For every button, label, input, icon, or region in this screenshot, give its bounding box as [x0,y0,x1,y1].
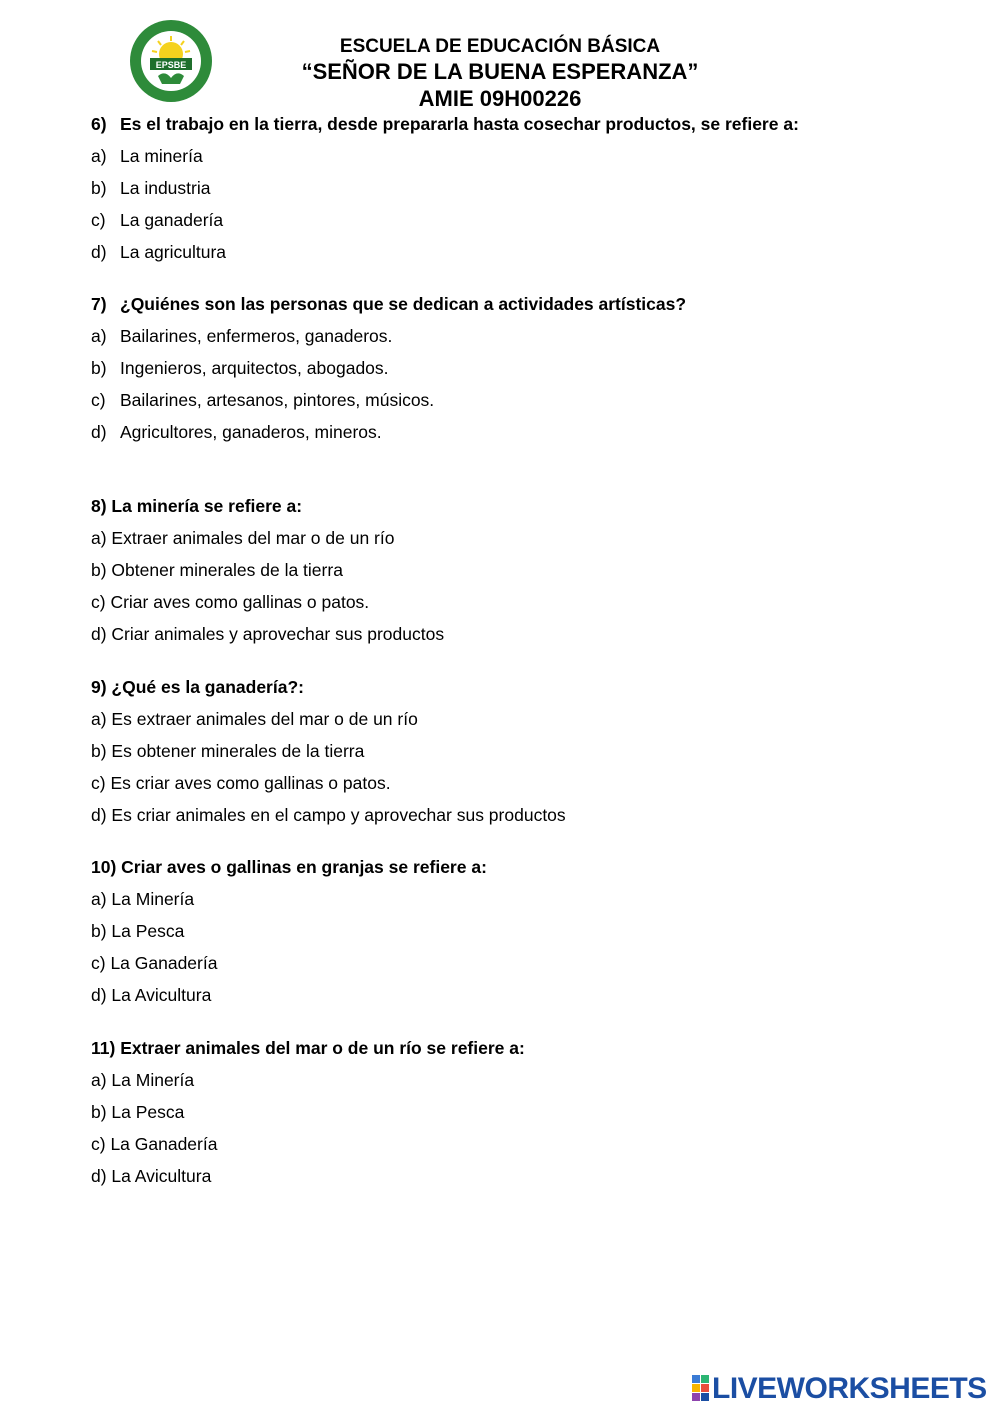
amie-code: AMIE 09H00226 [418,86,582,111]
logo-text: EPSBE [155,60,187,70]
question-11-option-a: a) La Minería [91,1070,195,1090]
question-8-option-b: b) Obtener minerales de la tierra [91,560,343,580]
question-9-title: 9) ¿Qué es la ganadería?: [91,677,304,697]
question-8-title: 8) La minería se refiere a: [91,496,303,516]
question-7-option-b: b) Ingenieros, arquitectos, abogados. [91,358,389,378]
question-9-option-d: d) Es criar animales en el campo y aprovechar sus productos [91,805,566,825]
question-11-option-c: c) La Ganadería [91,1134,218,1154]
question-text: Es el trabajo en la tierra, desde prepararla hasta cosechar productos, se refiere a: [120,114,799,134]
question-7-option-c: c) Bailarines, artesanos, pintores, músicos. [91,390,435,410]
question-number: 7) [91,294,107,314]
question-6-option-a: a) La minería [91,146,203,166]
question-11-option-d: d) La Avicultura [91,1166,212,1186]
question-9-option-b: b) Es obtener minerales de la tierra [91,741,365,761]
question-11-title: 11) Extraer animales del mar o de un río se refiere a: [91,1038,525,1058]
question-7-title [91,294,686,315]
question-9-option-c: c) Es criar aves como gallinas o patos. [91,773,391,793]
question-text: ¿Quiénes son las personas que se dedican a actividades artísticas? [120,294,687,314]
question-6-option-b: b) La industria [91,178,211,198]
school-name: “SEÑOR DE LA BUENA ESPERANZA” [301,59,699,84]
question-6-title [91,114,799,135]
question-6-option-d: d) La agricultura [91,242,227,262]
question-11-option-b: b) La Pesca [91,1102,185,1122]
question-10-option-d: d) La Avicultura [91,985,212,1005]
question-10-option-b: b) La Pesca [91,921,185,941]
liveworksheets-logo-icon [692,1375,710,1403]
question-7-option-d: d) Agricultores, ganaderos, mineros. [91,422,382,442]
question-6-option-c: c) La ganadería [91,210,224,230]
question-10-title: 10) Criar aves o gallinas en granjas se refiere a: [91,857,487,877]
question-8-option-c: c) Criar aves como gallinas o patos. [91,592,370,612]
liveworksheets-brand-text: LIVEWORKSHEETS [712,1372,987,1405]
school-type-line: ESCUELA DE EDUCACIÓN BÁSICA [339,36,661,57]
question-8-option-a: a) Extraer animales del mar o de un río [91,528,395,548]
question-7-option-a: a) Bailarines, enfermeros, ganaderos. [91,326,393,346]
question-10-option-c: c) La Ganadería [91,953,218,973]
liveworksheets-watermark [692,1374,987,1404]
question-number: 6) [91,114,107,134]
question-9-option-a: a) Es extraer animales del mar o de un río [91,709,418,729]
question-10-option-a: a) La Minería [91,889,195,909]
question-8-option-d: d) Criar animales y aprovechar sus productos [91,624,445,644]
